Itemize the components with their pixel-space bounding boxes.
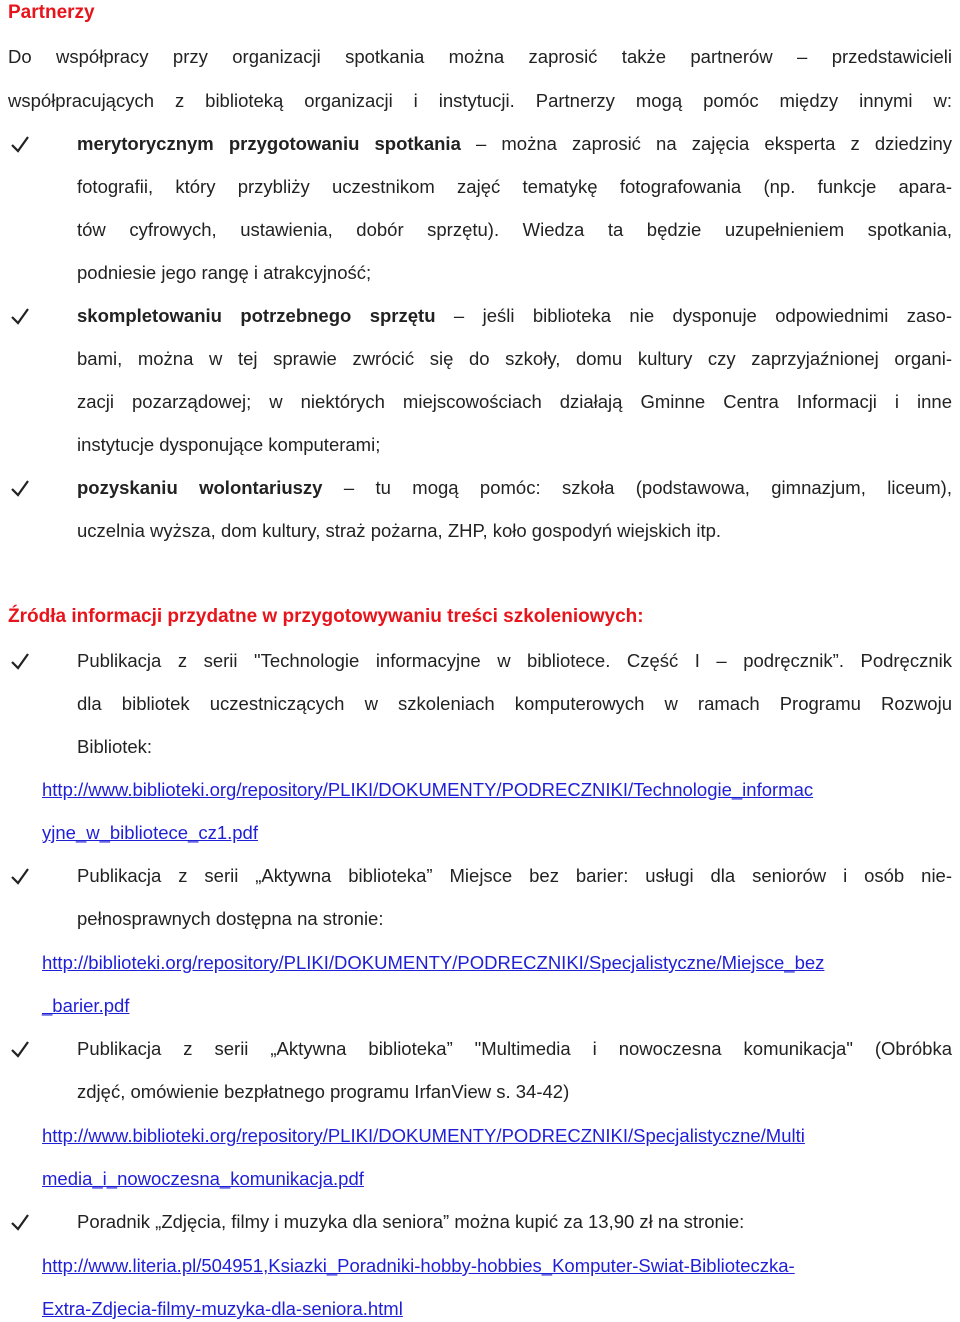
list-item-line: tów cyfrowych, ustawienia, dobór sprzętu). Wiedza ta będzie uzupełnieniem spotkania, — [77, 219, 952, 240]
list-item-line: bami, można w tej sprawie zwrócić się do szkoły, domu kultury czy zaprzyjaźnionej organi- — [77, 348, 952, 369]
list-item-line: fotografii, który przybliży uczestnikom zajęć tematykę fotografowania (np. funkcje apara- — [77, 176, 952, 197]
source-link[interactable]: media_i_nowoczesna_komunikacja.pdf — [42, 1168, 364, 1189]
list-item-text — [77, 132, 952, 156]
list-item-rest: – tu mogą pomóc: szkoła (podstawowa, gimnazjum, liceum), — [322, 477, 952, 498]
list-item-line: uczelnia wyższa, dom kultury, straż pożarna, ZHP, koło gospodyń wiejskich itp. — [77, 520, 722, 541]
checkmark-icon — [10, 651, 30, 671]
checkmark-icon — [10, 478, 30, 498]
source-item-line: pełnosprawnych dostępna na stronie: — [77, 908, 384, 929]
checkmark-icon — [10, 306, 30, 326]
source-link[interactable]: http://biblioteki.org/repository/PLIKI/DOKUMENTY/PODRECZNIKI/Specjalistyczne/Miejsce_bez — [42, 952, 825, 973]
source-item-line: Publikacja z serii „Aktywna biblioteka” "Multimedia i nowoczesna komunikacja" (Obróbka — [77, 1038, 952, 1059]
source-link[interactable]: http://www.literia.pl/504951,Ksiazki_Poradniki-hobby-hobbies_Komputer-Swiat-Biblioteczka- — [42, 1255, 795, 1276]
checkmark-icon — [10, 134, 30, 154]
intro-line: współpracujących z biblioteką organizacji i instytucji. Partnerzy mogą pomóc między innymi w: — [8, 90, 952, 111]
list-item-text — [77, 304, 952, 328]
checkmark-icon — [10, 1039, 30, 1059]
source-item-line: Publikacja z serii "Technologie informacyjne w bibliotece. Część I – podręcznik”. Podręcznik — [77, 650, 952, 671]
list-item-rest: – jeśli biblioteka nie dysponuje odpowiednimi zaso- — [435, 305, 952, 326]
source-item-line: dla bibliotek uczestniczących w szkoleniach komputerowych w ramach Programu Rozwoju — [77, 693, 952, 714]
source-link[interactable]: yjne_w_bibliotece_cz1.pdf — [42, 822, 258, 843]
source-link[interactable]: http://www.biblioteki.org/repository/PLIKI/DOKUMENTY/PODRECZNIKI/Specjalistyczne/Multi — [42, 1125, 805, 1146]
section-heading-zrodla: Źródła informacji przydatne w przygotowywaniu treści szkoleniowych: — [8, 606, 644, 627]
source-item-line: Poradnik „Zdjęcia, filmy i muzyka dla seniora” można kupić za 13,90 zł na stronie: — [77, 1211, 745, 1232]
source-item-line: Publikacja z serii „Aktywna biblioteka” Miejsce bez barier: usługi dla seniorów i osób nie- — [77, 865, 952, 886]
intro-line: Do współpracy przy organizacji spotkania można zaprosić także partnerów – przedstawicieli — [8, 46, 952, 67]
list-item-line: instytucje dysponujące komputerami; — [77, 434, 381, 455]
list-item-bold: skompletowaniu potrzebnego sprzętu — [77, 305, 436, 326]
source-item-line: Bibliotek: — [77, 736, 153, 757]
list-item-line: podniesie jego rangę i atrakcyjność; — [77, 262, 372, 283]
section-heading-partnerzy: Partnerzy — [8, 2, 95, 23]
list-item-line: zacji pozarządowej; w niektórych miejscowościach działają Gminne Centra Informacji i inne — [77, 391, 952, 412]
list-item-bold: pozyskaniu wolontariuszy — [77, 477, 323, 498]
checkmark-icon — [10, 1212, 30, 1232]
checkmark-icon — [10, 866, 30, 886]
source-item-line: zdjęć, omówienie bezpłatnego programu IrfanView s. 34-42) — [77, 1081, 570, 1102]
source-link[interactable]: http://www.biblioteki.org/repository/PLIKI/DOKUMENTY/PODRECZNIKI/Technologie_informac — [42, 779, 814, 800]
list-item-rest: – można zaprosić na zajęcia eksperta z dziedziny — [460, 133, 952, 154]
list-item-bold: merytorycznym przygotowaniu spotkania — [77, 133, 461, 154]
source-link[interactable]: Extra-Zdjecia-filmy-muzyka-dla-seniora.html — [42, 1298, 403, 1319]
list-item-text — [77, 476, 952, 500]
source-link[interactable]: _barier.pdf — [42, 995, 130, 1016]
